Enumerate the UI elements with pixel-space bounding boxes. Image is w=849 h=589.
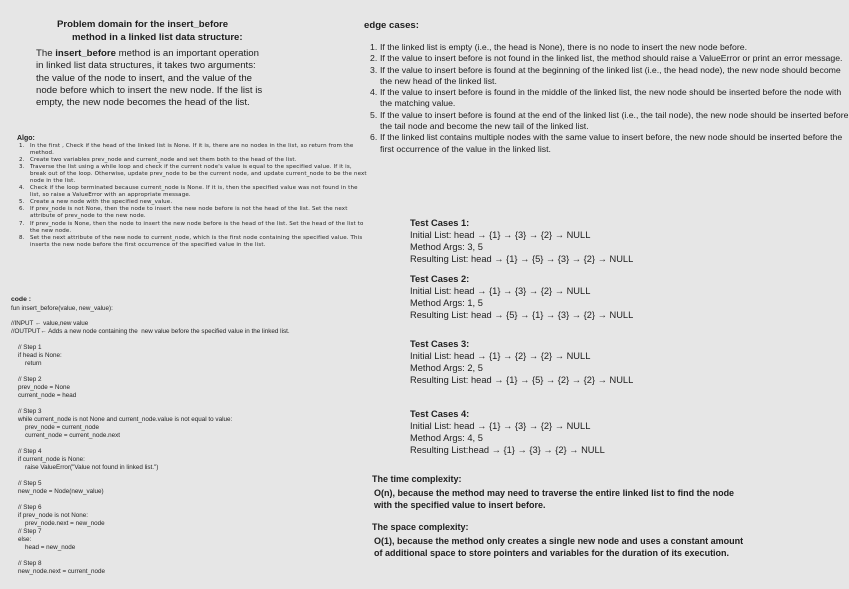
page-title-line-2: method in a linked list data structure: — [72, 31, 243, 43]
test-case-result: Resulting List:head → {1} → {3} → {2} → NULL — [410, 445, 605, 455]
test-case-args: Method Args: 1, 5 — [410, 298, 483, 308]
intro-method-name: insert_before — [55, 48, 116, 59]
algo-step: Create a new node with the specified new_value. — [30, 199, 173, 206]
algo-steps-list — [17, 143, 368, 249]
intro-prefix: The — [36, 48, 56, 59]
test-case-2 — [410, 273, 710, 321]
test-case-4 — [410, 408, 710, 456]
test-case-initial: Initial List: head → {1} → {3} → {2} → NULL — [410, 230, 591, 240]
test-case-result: Resulting List: head → {1} → {5} → {3} → {2} → NULL — [410, 254, 634, 264]
edge-case-item: If the value to insert before is found at the end of the linked list (i.e., the tail node), the new node should be inserted before the tail node and become the new tail of the linked list. — [380, 109, 849, 132]
edge-case-item: If the value to insert before is found at the beginning of the linked list (i.e., the head node), the new node should become the new head of the linked list. — [380, 64, 841, 86]
time-complexity-heading: The time complexity: — [372, 474, 462, 484]
edge-cases-heading: edge cases: — [364, 20, 419, 31]
edge-case-item: If the linked list is empty (i.e., the head is None), there is no node to insert the new node before. — [380, 42, 748, 52]
space-complexity-heading: The space complexity: — [372, 522, 469, 532]
edge-case-item: If the linked list contains multiple nodes with the same value to insert before, the new node should be inserted before the first occurrence of the value in the linked list. — [380, 132, 843, 154]
algo-step: Traverse the list using a while loop and check if the current node's value is equal to the specified value. If it is, break out of the loop. Otherwise, update prev_node to be the current node, and update current_node to be the next node in the list. — [30, 164, 367, 185]
edge-case-item: If the value to insert before is not found in the linked list, the method should raise a ValueError or print an error message. — [380, 53, 843, 64]
test-case-3 — [410, 338, 710, 386]
test-case-title: Test Cases 2: — [410, 274, 470, 284]
test-case-initial: Initial List: head → {1} → {2} → {2} → NULL — [410, 351, 591, 361]
test-case-args: Method Args: 4, 5 — [410, 433, 483, 443]
algo-heading: Algo: — [17, 135, 35, 142]
algo-step: In the first , Check if the head of the linked list is None. If it is, there are no nodes in the list, so return from the method. — [30, 143, 354, 157]
algo-step: Set the next attribute of the new node to current_node, which is the first node containing the specified value. This inserts the new node before the first occurrence of the specified value in the list. — [30, 234, 363, 248]
test-case-title: Test Cases 1: — [410, 218, 470, 228]
code-block: //INPUT ← value,new value //OUTPUT← Adds a new node containing the new value before the specified value in the linked list. // Step 1 if head is None: return // Step 2 prev_node = None current_node = head // Step 3 while current_node is not None and current_node.value is not equal to value: prev_node = current_node current_node = current_node.next // Step 4 if current_node is None: raise ValueError("Value not found in linked list.") // Step 5 new_node = Node(new_value) // Step 6 if prev_node is not None: prev_node.next = new_node // Step 7 else: head = new_node // Step 8 new_node.next = current_node — [11, 320, 290, 575]
test-case-result: Resulting List: head → {1} → {5} → {2} → {2} → NULL — [410, 375, 634, 385]
space-complexity-text: O(1), because the method only creates a single new node and uses a constant amount of additional space to store pointers and variables for the duration of its execution. — [374, 536, 744, 558]
code-signature: fun insert_before(value, new_value): — [11, 305, 113, 312]
edge-case-item: If the value to insert before is found in the middle of the linked list, the new node should be inserted before the node with the matching value. — [380, 87, 842, 109]
test-case-title: Test Cases 3: — [410, 339, 470, 349]
algo-step: Check if the loop terminated because current_node is None. If it is, then the specified value was not found in the list, so raise a ValueError with an appropriate message. — [30, 185, 358, 199]
test-case-initial: Initial List: head → {1} → {3} → {2} → NULL — [410, 286, 591, 296]
intro-paragraph — [36, 48, 268, 109]
intro-text: method is an important operation in linked list data structures, it takes two arguments: the value of the node to insert, and the value of the node before which to insert the new node. If the list is empty, the new node becomes the head of the list. — [36, 48, 263, 109]
test-case-args: Method Args: 2, 5 — [410, 363, 483, 373]
edge-cases-list — [370, 42, 849, 155]
code-heading: code : — [11, 296, 32, 303]
test-case-title: Test Cases 4: — [410, 409, 470, 419]
page-title-line-1: Problem domain for the insert_before — [57, 19, 229, 30]
test-case-1 — [410, 217, 710, 265]
algo-step: Create two variables prev_node and current_node and set them both to the head of the list. — [30, 157, 297, 164]
time-complexity-text: O(n), because the method may need to traverse the entire linked list to find the node with the specified value to insert before. — [374, 488, 735, 510]
test-case-initial: Initial List: head → {1} → {3} → {2} → NULL — [410, 421, 591, 431]
page-title — [57, 19, 277, 44]
algo-step: If prev_node is not None, then the node to insert the new node before is not the head of the list. Set the next attribute of prev_node to the new node. — [30, 206, 348, 220]
test-case-args: Method Args: 3, 5 — [410, 242, 483, 252]
test-case-result: Resulting List: head → {5} → {1} → {3} → {2} → NULL — [410, 310, 634, 320]
algo-step: If prev_node is None, then the node to insert the new node before is the head of the list. Set the head of the list to the new node. — [30, 220, 364, 234]
